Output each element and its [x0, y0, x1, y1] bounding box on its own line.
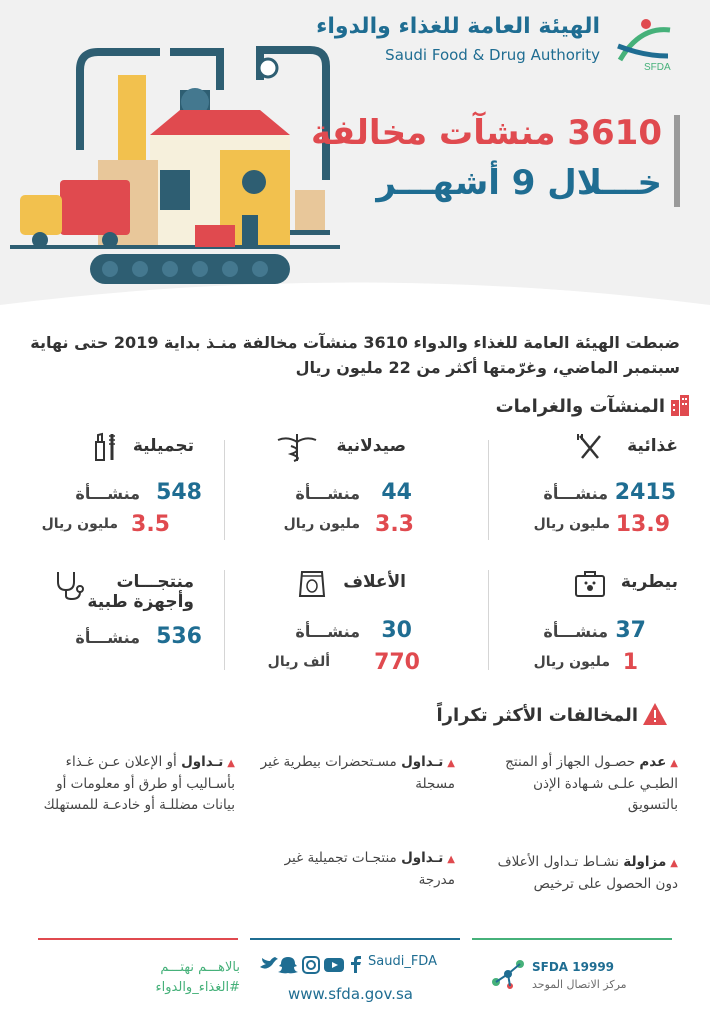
stat-medical-devices-name-line-1: منتجـــات [116, 572, 194, 592]
bullet-triangle-icon: ▲ [447, 854, 455, 865]
bullet-triangle-icon: ▲ [670, 758, 678, 769]
call-center-logo-icon [488, 952, 528, 992]
stat-food-name: غذائية [627, 436, 678, 456]
feed-bag-icon [294, 568, 330, 598]
cosmetics-icon [88, 432, 124, 462]
stethoscope-icon [50, 570, 86, 600]
intro-paragraph: ضبطت الهيئة العامة للغذاء والدواء 3610 منشآت مخالفة منـذ بداية 2019 حتى نهاية سبتمبر الماضي، وغرّمتها أكثر من 22 مليون ريال [30, 333, 680, 377]
stat-feed-count: 30 [381, 618, 412, 643]
stat-veterinary-count-label: منشـــأة [543, 622, 608, 641]
violation-item [255, 848, 455, 891]
call-center-number: SFDA 19999 [532, 960, 615, 974]
violations-section-title [436, 705, 638, 726]
fork-knife-icon [572, 432, 608, 462]
social-icons [258, 953, 368, 977]
stat-veterinary-fine: 1 [622, 650, 638, 675]
svg-text:SFDA: SFDA [644, 62, 671, 72]
stat-cosmetics-name: تجميلية [132, 436, 194, 456]
footer-hashtag[interactable]: #الغذاء_والدواء [155, 980, 240, 995]
stat-food-count-label: منشـــأة [543, 484, 608, 503]
buildings-icon [669, 394, 691, 416]
bullet-triangle-icon: ▲ [227, 758, 235, 769]
call-center-label: مركز الاتصال الموحد [532, 978, 627, 991]
youtube-icon[interactable] [324, 958, 344, 972]
stat-medical-devices [30, 572, 230, 682]
violation-lead: تـداول [401, 754, 444, 770]
social-handle[interactable]: Saudi_FDA [368, 954, 437, 969]
stat-pharma-name: صيدلانية [336, 436, 406, 456]
stat-medical-devices-name-line-2: وأجهزة طبية [87, 592, 194, 612]
footer-rule [38, 938, 238, 940]
violation-lead: تـداول [401, 850, 444, 866]
sfda-logo [316, 14, 680, 74]
stat-veterinary-count: 37 [615, 618, 646, 643]
stat-cosmetics-count-label: منشـــأة [75, 484, 140, 503]
violations-title-text: المخالفات الأكثر تكراراً [436, 705, 638, 726]
stat-food-fine: 13.9 [615, 512, 670, 537]
sfda-logo-icon [610, 16, 680, 72]
violation-text: نشـاط تـداول الأعلاف دون الحصول على ترخيص [497, 854, 678, 892]
facilities-title-text: المنشآت والغرامات [495, 396, 665, 417]
violation-lead: عدم [639, 754, 667, 770]
caduceus-icon [274, 432, 320, 462]
footer-rule [250, 938, 460, 940]
stat-feed-count-label: منشـــأة [295, 622, 360, 641]
stat-cosmetics-fine: 3.5 [131, 512, 170, 537]
twitter-icon[interactable] [260, 957, 278, 969]
stat-feed-fine-label: ألف ريال [267, 654, 330, 670]
violation-item [30, 752, 235, 816]
logo-name-arabic: الهيئة العامة للغذاء والدواء [316, 14, 600, 39]
violation-lead: مزاولة [623, 854, 667, 870]
stat-feed-name: الأعلاف [343, 572, 406, 592]
stat-pharma-count-label: منشـــأة [295, 484, 360, 503]
stat-cosmetics-fine-label: مليون ريال [41, 516, 118, 532]
stat-veterinary-name: بيطرية [620, 572, 678, 592]
violation-text: حصـول الجهاز أو المنتج الطبـي علـى شـهادة الإذن بالتسويق [505, 754, 678, 813]
stat-medical-devices-count: 536 [156, 624, 202, 649]
stat-pharma-count: 44 [381, 480, 412, 505]
stat-feed [250, 572, 450, 682]
violation-lead: تـداول [181, 754, 224, 770]
facilities-section-title [496, 396, 665, 417]
stat-pharma-fine-label: مليون ريال [283, 516, 360, 532]
bullet-triangle-icon: ▲ [447, 758, 455, 769]
stat-food-fine-label: مليون ريال [533, 516, 610, 532]
headline-accent-bar [674, 115, 680, 207]
warning-icon [642, 702, 668, 726]
violation-item [488, 852, 678, 895]
violation-text: مسـتحضرات بيطرية غير مسجلة [260, 754, 455, 792]
violation-text: منتجـات تجميلية غير مدرجة [284, 850, 455, 888]
website-link[interactable]: www.sfda.gov.sa [288, 985, 413, 1003]
headline [311, 113, 662, 203]
stat-pharma [250, 436, 450, 546]
factory-illustration [10, 30, 340, 290]
grid-divider [488, 570, 489, 670]
grid-divider [488, 440, 489, 540]
snapchat-icon[interactable] [278, 957, 298, 973]
instagram-icon[interactable] [303, 957, 319, 973]
stat-medical-devices-name [87, 572, 194, 612]
stat-veterinary [498, 572, 698, 682]
stat-cosmetics-count: 548 [156, 480, 202, 505]
vet-case-icon [572, 568, 608, 598]
footer-rule [472, 938, 672, 940]
stat-pharma-fine: 3.3 [375, 512, 414, 537]
headline-line-2: خـــلال 9 أشهـــر [376, 163, 662, 203]
violation-item [255, 752, 455, 795]
stat-food-count: 2415 [614, 480, 676, 505]
logo-name-english: Saudi Food & Drug Authority [385, 46, 600, 64]
stat-veterinary-fine-label: مليون ريال [533, 654, 610, 670]
violation-text: أو الإعلان عـن غـذاء بأسـاليب أو طرق أو معلومات أو بيانات مضللـة أو خادعـة للمستهلك [43, 754, 235, 813]
bullet-triangle-icon: ▲ [670, 858, 678, 869]
stat-medical-devices-count-label: منشـــأة [75, 628, 140, 647]
stat-cosmetics [30, 436, 230, 546]
stat-food [498, 436, 698, 546]
footer-slogan: بالاهـــم نهتـــم [160, 960, 240, 975]
stat-feed-fine: 770 [374, 650, 420, 675]
facebook-icon[interactable] [351, 956, 361, 973]
headline-line-1: 3610 منشآت مخالفة [311, 113, 662, 153]
violation-item [488, 752, 678, 816]
